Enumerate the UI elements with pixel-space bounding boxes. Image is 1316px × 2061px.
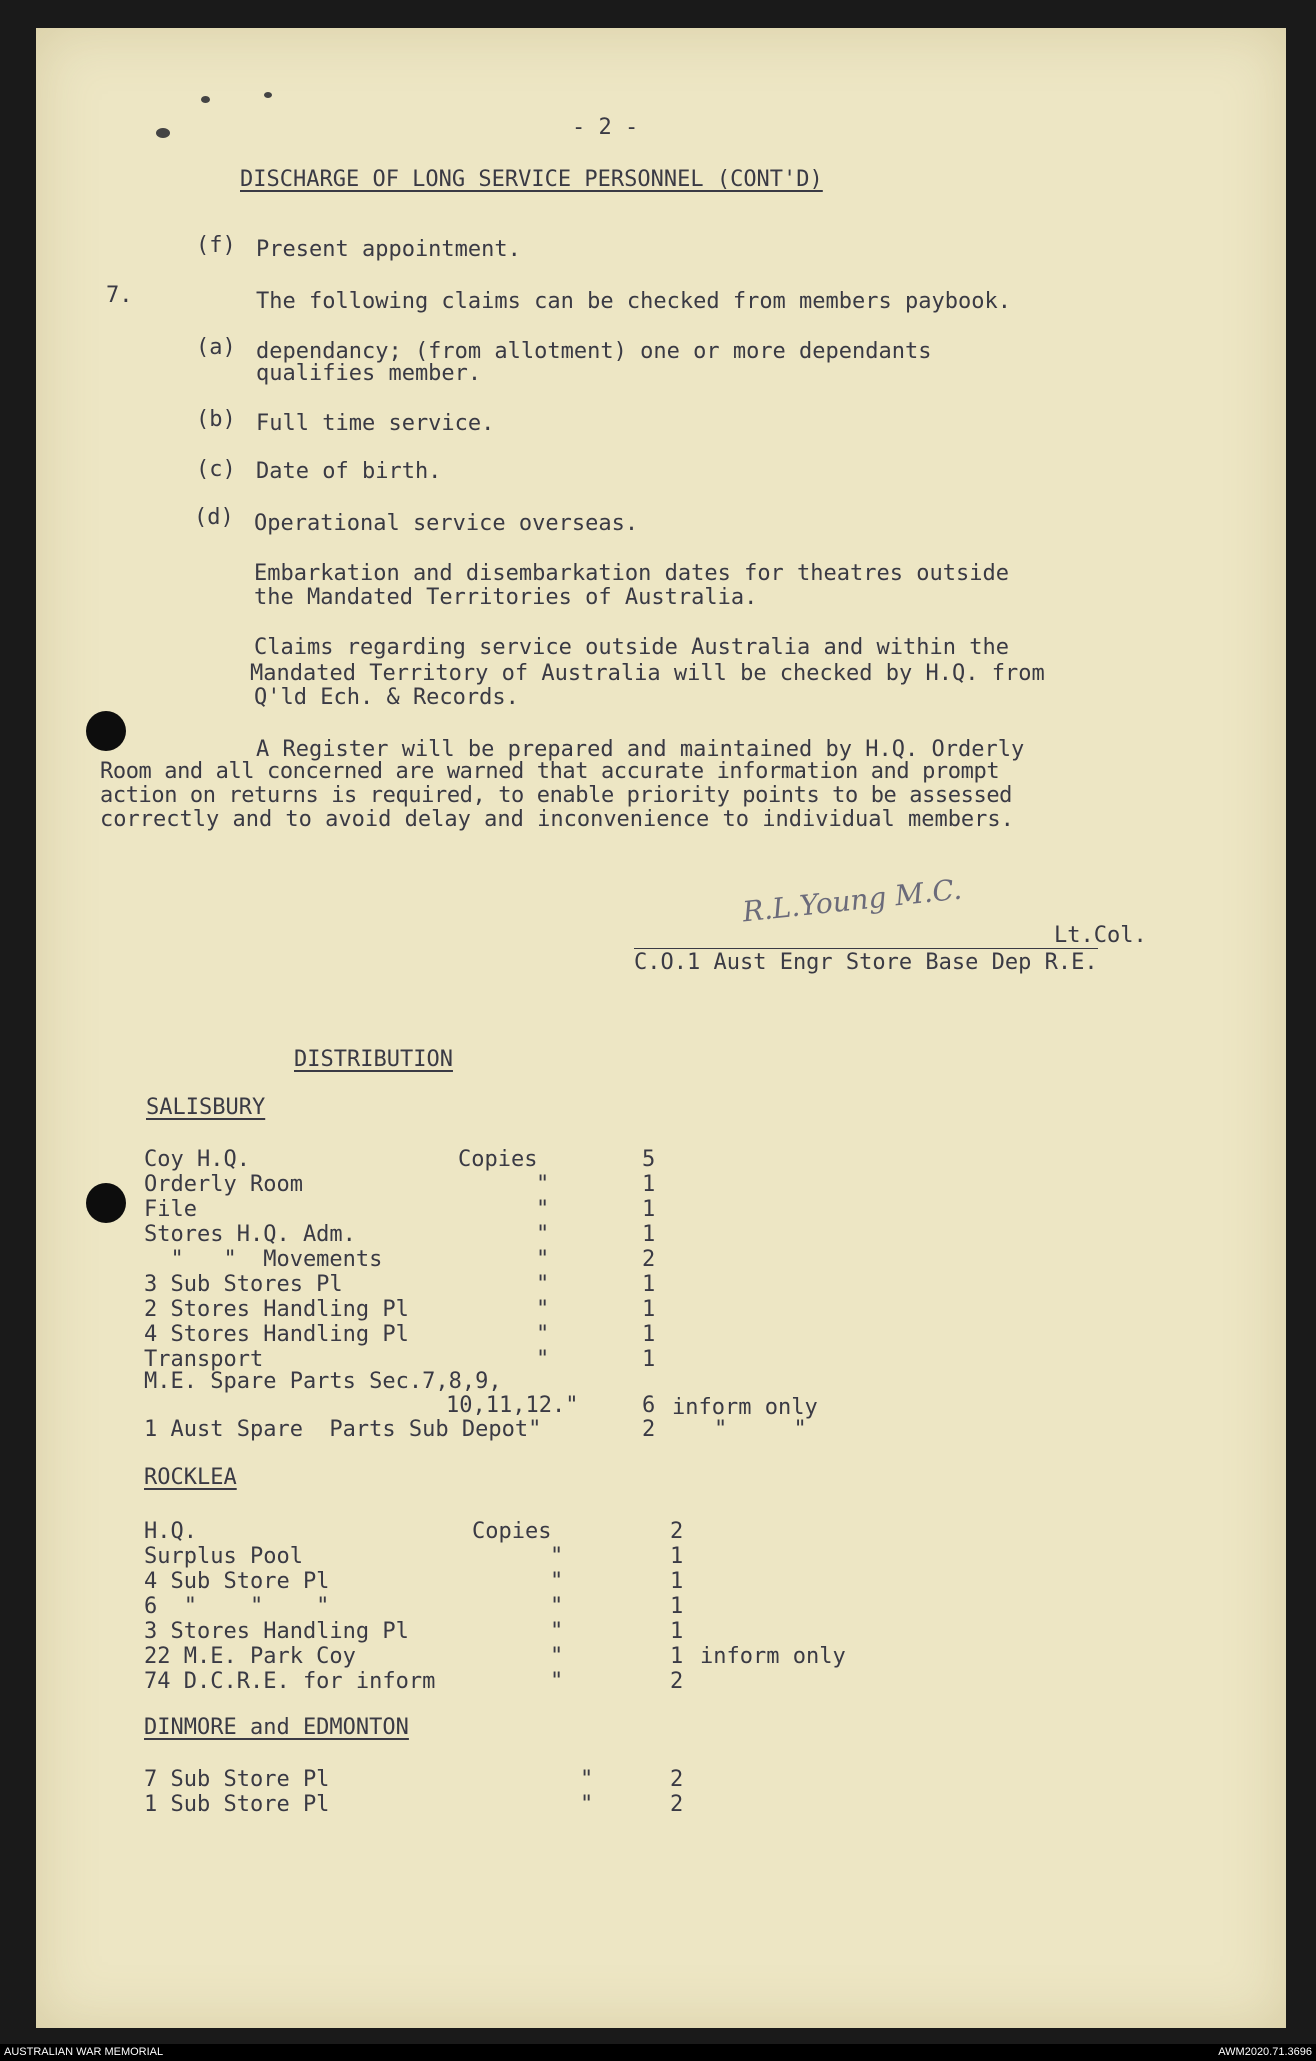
spare-parts-note: inform only <box>672 1395 818 1420</box>
distribution-name: 3 Sub Stores Pl <box>144 1272 343 1297</box>
rocklea-heading: ROCKLEA <box>144 1465 237 1490</box>
distribution-copies-label: " <box>536 1322 550 1347</box>
sub-depot-name: 1 Aust Spare Parts Sub Depot" <box>144 1417 542 1442</box>
embarkation-line2: the Mandated Territories of Australia. <box>254 585 758 610</box>
distribution-copies-label: " <box>550 1569 564 1594</box>
sub-b-text: Full time service. <box>256 411 495 436</box>
distribution-copies-label: " <box>536 1222 550 1247</box>
register-line2: Room and all concerned are warned that accurate information and prompt <box>100 759 1000 784</box>
distribution-name: 2 Stores Handling Pl <box>144 1297 409 1322</box>
distribution-copies-label: " <box>536 1172 550 1197</box>
distribution-name: 4 Sub Store Pl <box>144 1569 330 1594</box>
distribution-heading: DISTRIBUTION <box>294 1047 453 1072</box>
distribution-copies-label: " <box>536 1347 550 1372</box>
page-heading: DISCHARGE OF LONG SERVICE PERSONNEL (CONT'D) <box>240 167 823 192</box>
distribution-name: Orderly Room <box>144 1172 303 1197</box>
sub-depot-count: 2 <box>642 1417 656 1442</box>
embarkation-line1: Embarkation and disembarkation dates for theatres outside <box>254 561 1009 586</box>
distribution-count: 1 <box>670 1594 684 1619</box>
distribution-copies-label: " <box>580 1767 594 1792</box>
signature-title: C.O.1 Aust Engr Store Base Dep R.E. <box>634 950 1098 975</box>
item-f-text: Present appointment. <box>256 237 521 262</box>
distribution-name: H.Q. <box>144 1519 197 1544</box>
distribution-name: Coy H.Q. <box>144 1147 250 1172</box>
distribution-copies-label: Copies <box>458 1147 538 1172</box>
register-line1: A Register will be prepared and maintained by H.Q. Orderly <box>256 737 1025 762</box>
distribution-copies-label: " <box>580 1792 594 1817</box>
sub-depot-note: " " <box>714 1417 807 1442</box>
distribution-count: 1 <box>642 1172 656 1197</box>
sub-a-marker: (a) <box>196 335 236 360</box>
distribution-count: 1 <box>642 1272 656 1297</box>
distribution-count: 1 <box>670 1544 684 1569</box>
register-line3: action on returns is required, to enable priority points to be assessed <box>100 783 1013 808</box>
ink-smudge <box>156 128 170 138</box>
distribution-copies-label: " <box>536 1247 550 1272</box>
distribution-copies-label: " <box>536 1297 550 1322</box>
distribution-count: 1 <box>670 1619 684 1644</box>
distribution-count: 1 <box>642 1222 656 1247</box>
distribution-name: File <box>144 1197 197 1222</box>
distribution-count: 2 <box>670 1519 684 1544</box>
ink-smudge <box>264 92 272 98</box>
distribution-count: 1 <box>670 1644 684 1669</box>
distribution-name: Surplus Pool <box>144 1544 303 1569</box>
distribution-name: 7 Sub Store Pl <box>144 1767 330 1792</box>
register-line4: correctly and to avoid delay and inconvenience to individual members. <box>100 807 1014 832</box>
distribution-count: 1 <box>642 1297 656 1322</box>
spare-parts-count: 6 <box>642 1393 656 1418</box>
sub-b-marker: (b) <box>196 407 236 432</box>
sub-a-line2: qualifies member. <box>256 361 482 386</box>
distribution-name: 3 Stores Handling Pl <box>144 1619 409 1644</box>
distribution-name: " " Movements <box>144 1247 383 1272</box>
distribution-count: 2 <box>670 1669 684 1694</box>
distribution-copies-label: " <box>550 1669 564 1694</box>
ink-smudge <box>201 96 210 103</box>
distribution-copies-label: " <box>550 1644 564 1669</box>
dinmore-heading: DINMORE and EDMONTON <box>144 1715 409 1740</box>
spare-parts-line2: 10,11,12." <box>446 1393 579 1418</box>
distribution-name: 6 " " " <box>144 1594 330 1619</box>
sub-c-marker: (c) <box>196 457 236 482</box>
page-number: - 2 - <box>572 115 639 140</box>
distribution-count: 1 <box>642 1197 656 1222</box>
distribution-copies-label: " <box>536 1197 550 1222</box>
distribution-count: 2 <box>670 1767 684 1792</box>
distribution-note: inform only <box>700 1644 846 1669</box>
paragraph-7-number: 7. <box>106 283 133 308</box>
spare-parts-line1: M.E. Spare Parts Sec.7,8,9, <box>144 1369 502 1394</box>
salisbury-heading: SALISBURY <box>146 1095 266 1120</box>
distribution-count: 2 <box>670 1792 684 1817</box>
claims-line2: Mandated Territory of Australia will be checked by H.Q. from <box>250 661 1045 686</box>
distribution-name: 1 Sub Store Pl <box>144 1792 330 1817</box>
claims-line3: Q'ld Ech. & Records. <box>254 685 519 710</box>
distribution-name: 74 D.C.R.E. for inform <box>144 1669 436 1694</box>
punch-hole-top <box>86 711 126 751</box>
footer-bar <box>0 2044 1316 2061</box>
footer-left: AUSTRALIAN WAR MEMORIAL <box>4 2046 164 2058</box>
sub-a-line1: dependancy; (from allotment) one or more dependants <box>256 339 932 364</box>
distribution-count: 1 <box>642 1347 656 1372</box>
distribution-copies-label: " <box>550 1594 564 1619</box>
item-f-marker: (f) <box>196 233 236 258</box>
distribution-name: Transport <box>144 1347 264 1372</box>
sub-d-marker: (d) <box>194 505 234 530</box>
distribution-count: 5 <box>642 1147 656 1172</box>
distribution-copies-label: " <box>550 1619 564 1644</box>
distribution-name: 22 M.E. Park Coy <box>144 1644 356 1669</box>
punch-hole-bottom <box>86 1183 126 1223</box>
distribution-count: 1 <box>642 1322 656 1347</box>
paragraph-7-text: The following claims can be checked from members paybook. <box>256 289 1011 314</box>
sub-c-text: Date of birth. <box>256 459 442 484</box>
distribution-copies-label: Copies <box>472 1519 552 1544</box>
distribution-count: 2 <box>642 1247 656 1272</box>
distribution-count: 1 <box>670 1569 684 1594</box>
sub-d-text: Operational service overseas. <box>254 511 639 536</box>
distribution-name: 4 Stores Handling Pl <box>144 1322 409 1347</box>
footer-right: AWM2020.71.3696 <box>1218 2046 1312 2058</box>
distribution-copies-label: " <box>536 1272 550 1297</box>
distribution-name: Stores H.Q. Adm. <box>144 1222 356 1247</box>
distribution-copies-label: " <box>550 1544 564 1569</box>
handwritten-signature: R.L.Young M.C. <box>740 872 964 929</box>
signature-rank: Lt.Col. <box>1054 923 1147 948</box>
claims-line1: Claims regarding service outside Australia and within the <box>254 635 1009 660</box>
